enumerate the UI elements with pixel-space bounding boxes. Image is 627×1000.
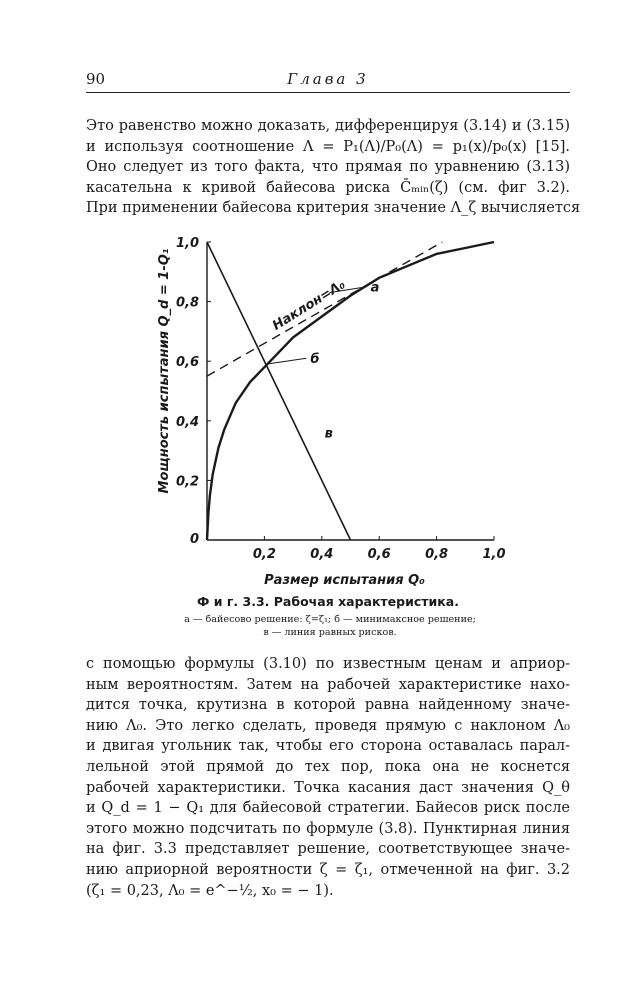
- text-line: Оно следует из того факта, что прямая по уравнению (3.13): [86, 159, 570, 176]
- y-tick-label: 0,2: [175, 474, 199, 490]
- x-tick-label: 0,4: [310, 547, 334, 562]
- text-line: рабочей характеристики. Точка касания даст значения Q_θ: [86, 779, 570, 796]
- text-line: Это равенство можно доказать, дифференцируя (3.14) и (3.15): [86, 118, 570, 134]
- text-line: лельной этой прямой до тех пор, пока она не коснется: [86, 758, 570, 775]
- y-tick-label: 0,4: [175, 414, 199, 430]
- operating-characteristic-chart: [150, 226, 530, 592]
- text-line: этого можно подсчитать по формуле (3.8). Пунктирная линия: [86, 820, 570, 837]
- paragraph-top: [86, 116, 581, 219]
- text-line: (ζ₁ = 0,23, Λ₀ = e^−½, x₀ = − 1).: [86, 882, 334, 899]
- series-line-3: [207, 242, 442, 376]
- y-tick-label: 0,6: [175, 355, 199, 371]
- text-line: нию Λ₀. Это легко сделать, проведя прямую с наклоном Λ₀: [86, 717, 570, 734]
- paragraph-bottom: [86, 654, 570, 901]
- figure-caption: Ф и г. 3.3. Рабочая характеристика.: [197, 594, 459, 609]
- x-tick-label: 1,0: [482, 547, 506, 562]
- figure-3-3: [150, 226, 530, 592]
- x-axis-title: Размер испытания Q₀: [264, 573, 425, 588]
- chapter-title: Глава 3: [287, 70, 369, 88]
- series-line-1: [207, 242, 494, 540]
- text-line: и используя соотношение Λ = P₁(Λ)/P₀(Λ) = p₁(x)/p₀(x) [15].: [86, 138, 570, 155]
- text-line: ным вероятностям. Затем на рабочей характеристике нахо-: [86, 676, 570, 693]
- text-line: и Q_d = 1 − Q₁ для байесовой стратегии. Байесов риск после: [86, 800, 570, 817]
- text-line: на фиг. 3.3 представляет решение, соответствующее значе-: [86, 841, 570, 858]
- x-tick-label: 0,6: [367, 547, 391, 562]
- legend-line: в — линия равных рисков.: [263, 627, 397, 638]
- y-axis-title: Мощность испытания Q_d = 1-Q₁: [157, 248, 172, 494]
- y-tick-label: 0: [189, 532, 199, 547]
- text-line: с помощью формулы (3.10) по известным ценам и априор-: [86, 656, 570, 672]
- curve-label: б: [310, 352, 320, 368]
- text-line: и двигая угольник так, чтобы его сторона оставалась парал-: [86, 738, 570, 755]
- y-tick-label: 0,8: [175, 295, 199, 311]
- running-header: [86, 70, 570, 93]
- page-number: 90: [86, 70, 106, 88]
- x-tick-label: 0,8: [425, 547, 449, 562]
- curve-label: а: [370, 280, 380, 296]
- text-line: касательна к кривой байесова риска C̄ₘᵢₙ(ζ) (см. фиг 3.2).: [86, 179, 570, 196]
- figure-legend: [120, 613, 540, 639]
- curve-label: в: [324, 426, 333, 442]
- text-line: дится точка, крутизна в которой равна найденному значе-: [86, 697, 570, 714]
- text-line: При применении байесова критерия значение Λ_ζ вычисляется: [86, 200, 581, 217]
- slope-label: Наклон=Λ₀: [270, 277, 349, 334]
- x-tick-label: 0,2: [252, 547, 276, 562]
- text-line: нию априорной вероятности ζ = ζ₁, отмеченной на фиг. 3.2: [86, 861, 570, 878]
- y-tick-label: 1,0: [175, 236, 199, 251]
- legend-line: а — байесово решение: ζ=ζ₁; б — минимаксное решение;: [184, 614, 476, 625]
